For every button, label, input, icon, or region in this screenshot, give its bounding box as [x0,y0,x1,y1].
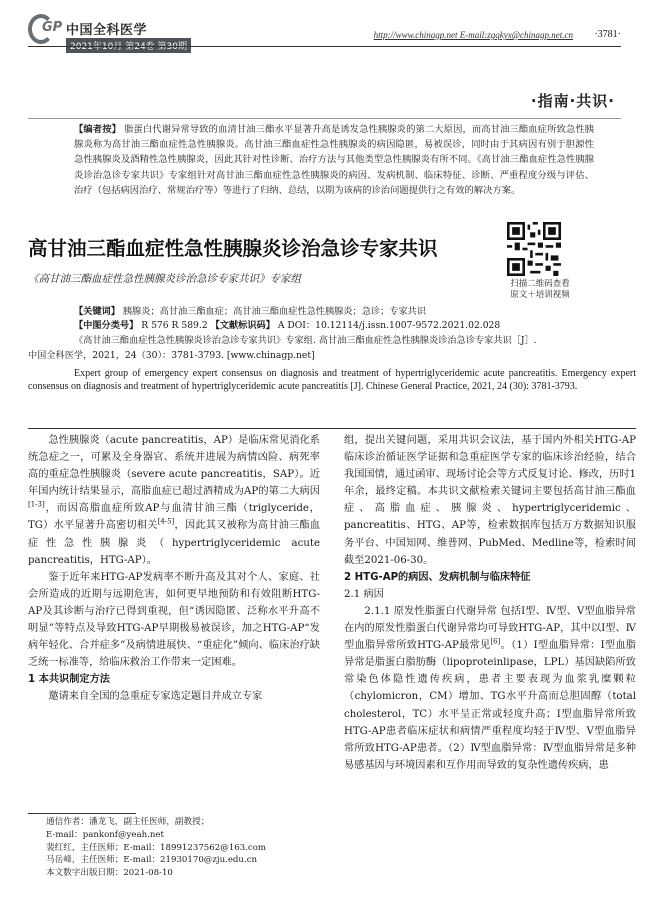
editor-note [74,122,594,198]
paragraph-intro [28,432,320,569]
doc-code: A DOI：10.12114/j.issn.1007-9572.2021.02.028 [277,320,501,331]
doc-code-label: 【文献标识码】 [210,320,275,331]
journal-issue: 2021年10月 第24卷 第30期 [66,38,191,53]
paragraph-method-cont: 组，提出关键问题，采用共识会议法，基于国内外相关HTG-AP临床诊治循证医学证据和急重症医学专家的临床诊治经验，结合我国国情，通过函审、现场讨论会等方式反复讨论、修改，历时1年余，最终定稿。本共识文献检索关键词主要包括高甘油三酯血症、高脂血症、胰腺炎、hypertriglyceridemic、pancreatitis、HTG、AP等，检索数据库包括万方数据知识服务平台、中国知网、维普网、PubMed、Medline等，检索时间截至2021-06-30。 [344,435,636,566]
paragraph-background: 鉴于近年来HTG-AP发病率不断升高及其对个人、家庭、社会所造成的近期与远期危害，如何更早地预防和有效阻断HTG-AP及其诊断与治疗已得到重视，但“诱因隐匿、泛称水平升高不明显”等特点及导致HTG-AP早期极易被误诊，加之HTG-AP“发病年轻化、合并症多”及病情进展快、“重症化”倾向、临床治疗缺乏统一标准等，给临床救治工作带来一定困难。 [28,571,320,669]
intro-text-a: 急性胰腺炎（acute pancreatitis，AP）是临床常见消化系统急症之一，可累及全身器官、系统并进展为病情凶险、病死率高的重症急性胰腺炎（severe acute pancreatitis，SAP）。近年国内统计结果显示，高脂血症已超过酒精成为AP的第二大病因 [28,435,320,498]
section-divider [28,118,621,119]
paragraph-etiology [344,603,636,774]
body-left-column [28,432,320,706]
ref-6[interactable]: [6] [490,637,501,646]
journal-logo [28,14,187,54]
footnote-line-1: 通信作者：潘龙飞，副主任医师，副教授； [46,817,210,827]
etiology-text-b: 。（1）Ⅰ型血脂异常：Ⅰ型血脂异常是脂蛋白脂肪酶（lipoproteinlipase，LPL）基因缺陷所致常染色体隐性遗传疾病，患者主要表现为血浆乳糜颗粒（chylomicron，CM）增加、TG水平升高而总胆固醇（total cholesterol，TC）水平呈正常或轻度升高；Ⅰ型血脂异常所致HTG-AP患者临床症状和病情严重程度均轻于Ⅳ型、Ⅴ型血脂异常所致HTG-AP患者。（2）Ⅳ型血脂异常：Ⅳ型血脂异常是多种易感基因与环境因素和互作用而导致的复杂性遗传疾病，患 [344,640,636,771]
editor-note-text: 脂蛋白代谢异常导致的血清甘油三酯水平显著升高是诱发急性胰腺炎的第二大原因，而高甘油三酯血症所致急性胰腺炎称为高甘油三酯血症性急性胰腺炎。高甘油三酯血症性急性胰腺炎的病因隐匿，易被误诊，同时由于其病因有别于胆源性急性胰腺炎及酒精性急性胰腺炎，因此其针对性诊断、治疗方法与其他类型急性胰腺炎有所不同。《高甘油三酯血症性急性胰腺炎诊治急诊专家共识》专家组针对高甘油三酯血症性急性胰腺炎的病因、发病机制、临床特征、诊断、严重程度分级与评估、治疗（包括病因治疗、常规治疗等）等进行了归纳、总结，以期为该病的诊治问题提供行之有效的解决方案。 [74,124,594,196]
qr-caption [500,279,580,301]
footnote-line-5: 本文数字出版日期：2021-08-10 [46,868,173,879]
page-number: ·3781· [594,29,621,40]
footnote-divider [28,813,136,814]
footnote-line-2[interactable]: E-mail：pankonf@yeah.net [46,829,164,840]
footnote-line-4[interactable]: 马岳峰，主任医师；E-mail：21930170@zju.edu.cn [46,855,258,866]
heading-section-2: 2 HTG-AP的病因、发病机制与临床特征 [344,571,531,583]
footnote [46,816,306,880]
article-authors: 《高甘油三酯血症性急性胰腺炎诊治急诊专家共识》专家组 [28,273,301,285]
ref-1-3[interactable]: [1-3] [28,500,45,509]
body-right-column [344,432,636,774]
clc-label: 【中图分类号】 [74,320,139,331]
classification-line [28,320,636,333]
keywords-label: 【关键词】 [74,306,120,317]
section-tag: ·指南·共识· [530,92,615,110]
qr-caption-line-2: 原文＋培训视频 [510,290,570,300]
keywords: 胰腺炎；高甘油三酯血症；高甘油三酯血症性急性胰腺炎；急诊；专家共识 [122,306,427,317]
journal-logo-name: 中国全科医学 [66,23,148,38]
clc-code: R 576 R 589.2 [141,320,208,331]
etiology-text-a: 2.1.1 原发性脂蛋白代谢异常 包括Ⅰ型、Ⅳ型、Ⅴ型血脂异常在内的原发性脂蛋白代谢异常均可导致HTG-AP，其中以Ⅰ型、Ⅳ型血脂异常所致HTG-AP最常见 [344,605,636,652]
keywords-line [28,306,636,319]
intro-text-c: ，因此其又被称为高甘油三酯血症性急性胰腺炎（hypertriglyceridemic acute pancreatitis，HTG-AP）。 [28,520,321,566]
article-title: 高甘油三酯血症性急性胰腺炎诊治急诊专家共识 [28,237,438,260]
heading-section-1: 1 本共识制定方法 [28,674,110,686]
journal-logo-gp-mark: GP [42,20,63,35]
ref-4-5[interactable]: [4-5] [157,518,175,527]
heading-section-2-1: 2.1 病因 [344,588,384,600]
citation-cn-line-1: 《高甘油三酯血症性急性胰腺炎诊治急诊专家共识》专家组. 高甘油三酯血症性急性胰腺炎诊治急诊专家共识［J］. [74,335,537,346]
intro-text-b: ，而因高脂血症所致AP与血清甘油三酯（triglyceride，TG）水平显著升高密切相关 [28,503,320,532]
paragraph-method-start: 邀请来自全国的急重症专家选定题目并成立专家 [48,691,263,703]
header-url-line[interactable]: http://www.chinagp.net E-mail:zgqkyx@chinagp.net.cn [373,30,573,40]
header-divider [28,46,621,47]
footnote-line-3[interactable]: 裴红红，主任医师；E-mail：18991237562@163.com [46,842,267,853]
body-divider [28,428,636,429]
qr-code-icon[interactable] [507,222,561,276]
editor-note-label: 【编者按】 [74,124,122,135]
citation-en: Expert group of emergency expert consensus on diagnosis and treatment of hypertriglyceridemic acute pancreatitis. Emergency expert consensus on diagnosis and treatment of hypertriglyceridemic acute pancreatitis [J]. Chinese General Practice, 2021, 24 (30): 3781-3793. [28,368,636,392]
citation-cn-line-2: 中国全科医学，2021，24（30）：3781-3793. [www.chinagp.net] [28,350,315,361]
qr-caption-line-1: 扫描二维码查看 [510,279,570,289]
